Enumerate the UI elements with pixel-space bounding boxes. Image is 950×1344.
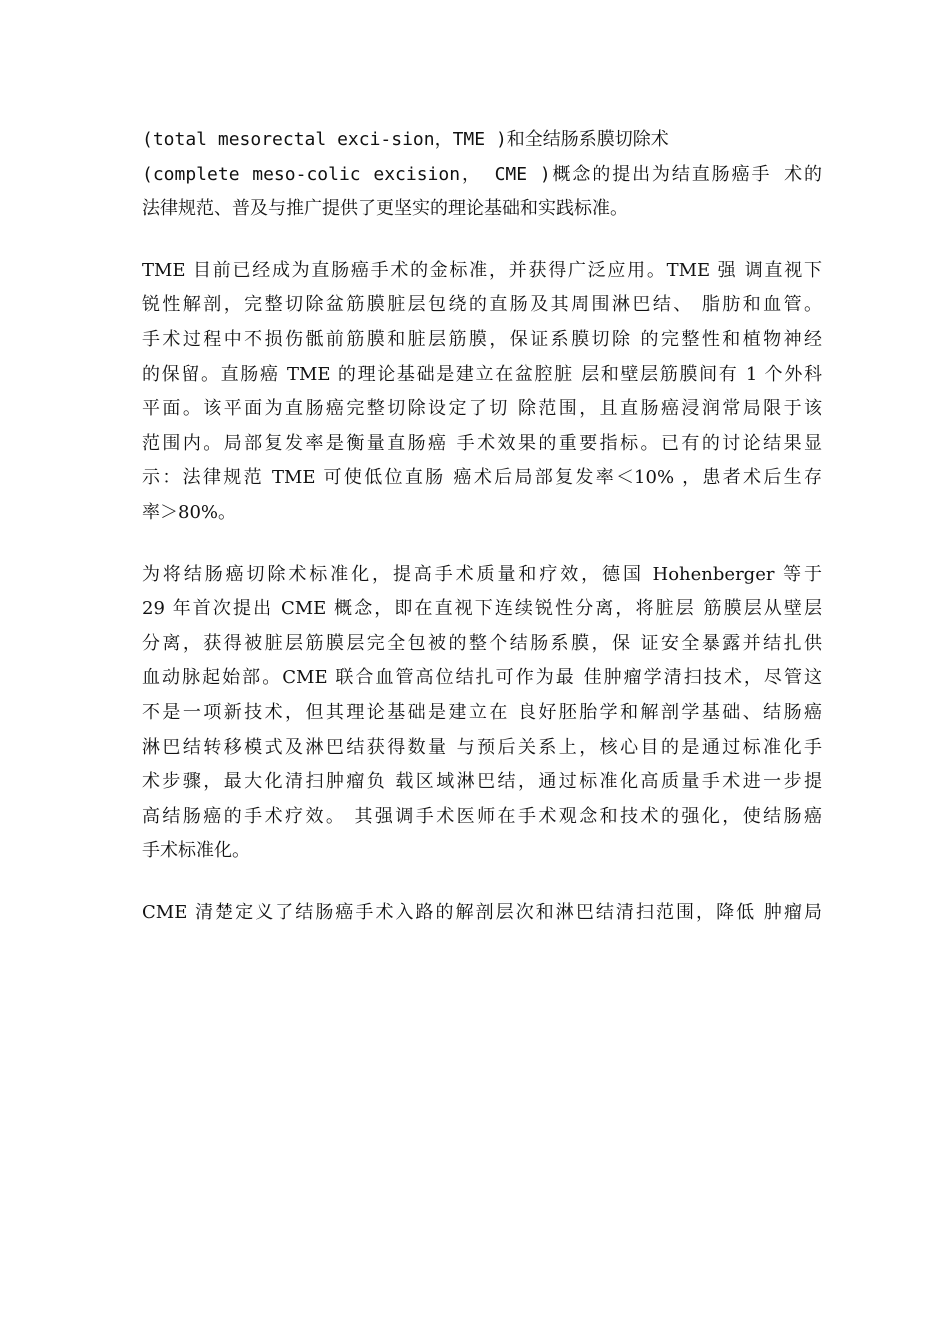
text-line: 平面。该平面为直肠癌完整切除设定了切 除范围，且直肠癌浸润常局限于该	[142, 398, 822, 420]
text-line: 范围内。局部复发率是衡量直肠癌 手术效果的重要指标。已有的讨论结果显	[142, 432, 822, 454]
text-line: 法律规范、普及与推广提供了更坚实的理论基础和实践标准。	[142, 198, 628, 220]
text-line: 率＞80%。	[142, 501, 237, 523]
text-line: 淋巴结转移模式及淋巴结获得数量 与预后关系上，核心目的是通过标准化手	[142, 736, 822, 758]
text-line: 锐性解剖，完整切除盆筋膜脏层包绕的直肠及其周围淋巴结、 脂肪和血管。	[142, 294, 822, 316]
text-line: CME 清楚定义了结肠癌手术入路的解剖层次和淋巴结清扫范围，降低 肿瘤局	[142, 901, 822, 923]
document-body	[142, 123, 822, 930]
text-line: 的保留。直肠癌 TME 的理论基础是建立在盆腔脏 层和壁层筋膜间有 1 个外科	[142, 363, 822, 385]
text-line: 血动脉起始部。CME 联合血管高位结扎可作为最 佳肿瘤学清扫技术，尽管这	[142, 667, 822, 689]
text-line: 手术过程中不损伤骶前筋膜和脏层筋膜，保证系膜切除 的完整性和植物神经	[142, 328, 822, 350]
text-line: 为将结肠癌切除术标准化，提高手术质量和疗效，德国 Hohenberger 等于	[142, 563, 822, 585]
text-line: 示：法律规范 TME 可使低位直肠 癌术后局部复发率＜10% ，患者术后生存	[142, 467, 822, 489]
text-line: 高结肠癌的手术疗效。 其强调手术医师在手术观念和技术的强化，使结肠癌	[142, 805, 822, 827]
text-line: 术步骤，最大化清扫肿瘤负 载区域淋巴结，通过标准化高质量手术进一步提	[142, 771, 822, 793]
text-line: (total mesorectal exci-sion，TME )和全结肠系膜切除术	[142, 129, 669, 150]
paragraph-3	[142, 558, 822, 869]
text-line: TME 目前已经成为直肠癌手术的金标准，并获得广泛应用。TME 强 调直视下	[142, 259, 822, 281]
text-line: 手术标准化。	[142, 840, 250, 862]
paragraph-4	[142, 896, 822, 931]
paragraph-2	[142, 254, 822, 531]
text-line: 29 年首次提出 CME 概念，即在直视下连续锐性分离，将脏层 筋膜层从壁层	[142, 598, 822, 620]
paragraph-gap	[142, 227, 822, 254]
text-line: 不是一项新技术，但其理论基础是建立在 良好胚胎学和解剖学基础、结肠癌	[142, 701, 822, 723]
paragraph-1	[142, 123, 822, 227]
paragraph-gap	[142, 531, 822, 558]
paragraph-gap	[142, 869, 822, 896]
text-line: (complete meso-colic excision， CME )概念的提出为结直肠癌手 术的	[142, 163, 822, 185]
text-line: 分离，获得被脏层筋膜层完全包被的整个结肠系膜，保 证安全暴露并结扎供	[142, 632, 822, 654]
